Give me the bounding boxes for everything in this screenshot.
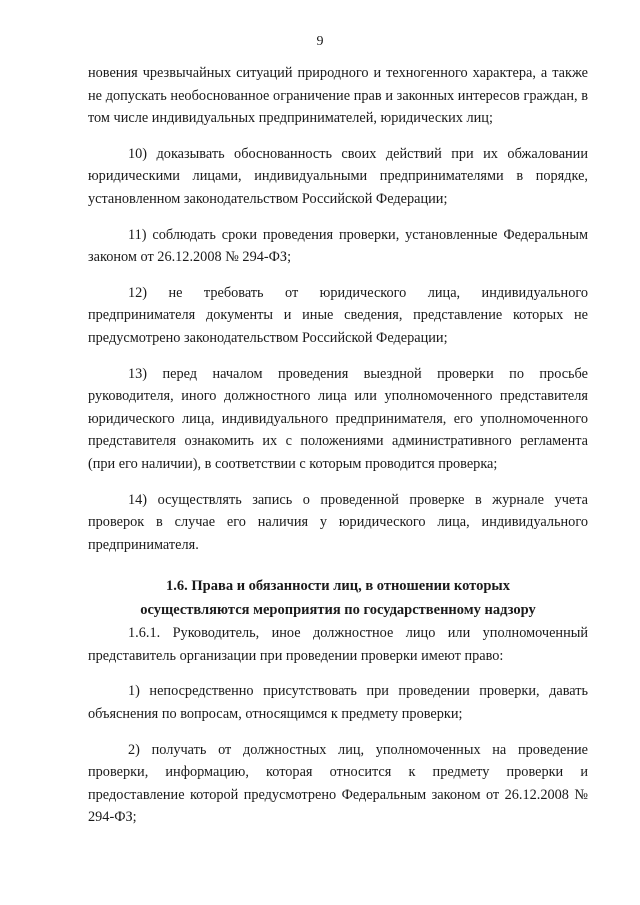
- paragraph-right-2: 2) получать от должностных лиц, уполномоченных на проведение проверки, информацию, которая относится к предмету проверки и предоставление которой предусмотрено Федеральным законом от 26.12.2008 № 294-ФЗ;: [88, 741, 588, 826]
- paragraph-continuation: новения чрезвычайных ситуаций природного и техногенного характера, а также не допускать необоснованное ограничение прав и законных интересов граждан, в том числе индивидуальных предпринимателей, юридических лиц;: [88, 65, 588, 127]
- paragraph-item-11: 11) соблюдать сроки проведения проверки, установленные Федеральным законом от 26.12.2008 № 294-ФЗ;: [88, 226, 588, 266]
- document-body: [88, 62, 588, 829]
- paragraph-1-6-1: 1.6.1. Руководитель, иное должностное лицо или уполномоченный представитель организации при проведении проверки имеют право:: [88, 625, 588, 664]
- paragraph-right-1: 1) непосредственно присутствовать при проведении проверки, давать объяснения по вопросам, относящимся к предмету проверки;: [88, 683, 588, 723]
- paragraph-item-12: 12) не требовать от юридического лица, индивидуального предпринимателя документы и иные сведения, представление которых не предусмотрено законодательством Российской Федерации;: [88, 284, 588, 346]
- section-heading-line-1: 1.6. Права и обязанности лиц, в отношении которых: [166, 578, 510, 595]
- section-heading-line-2: осуществляются мероприятия по государственному надзору: [140, 602, 536, 619]
- page-number: 9: [316, 34, 324, 49]
- paragraph-item-10: 10) доказывать обоснованность своих действий при их обжаловании юридическими лицами, индивидуальными предпринимателями в порядке, установленном законодательством Российской Федерации;: [88, 145, 588, 207]
- paragraph-item-13: 13) перед началом проведения выездной проверки по просьбе руководителя, иного должностного лица или уполномоченного представителя юридического лица, индивидуального предпринимателя, его уполномоченного представителя ознакомить их с положениями административного регламента (при его наличии), в соответствии с которым проводится проверка;: [88, 365, 588, 472]
- paragraph-item-14: 14) осуществлять запись о проведенной проверке в журнале учета проверок в случае его наличия у юридического лица, индивидуального предпринимателя.: [88, 491, 588, 553]
